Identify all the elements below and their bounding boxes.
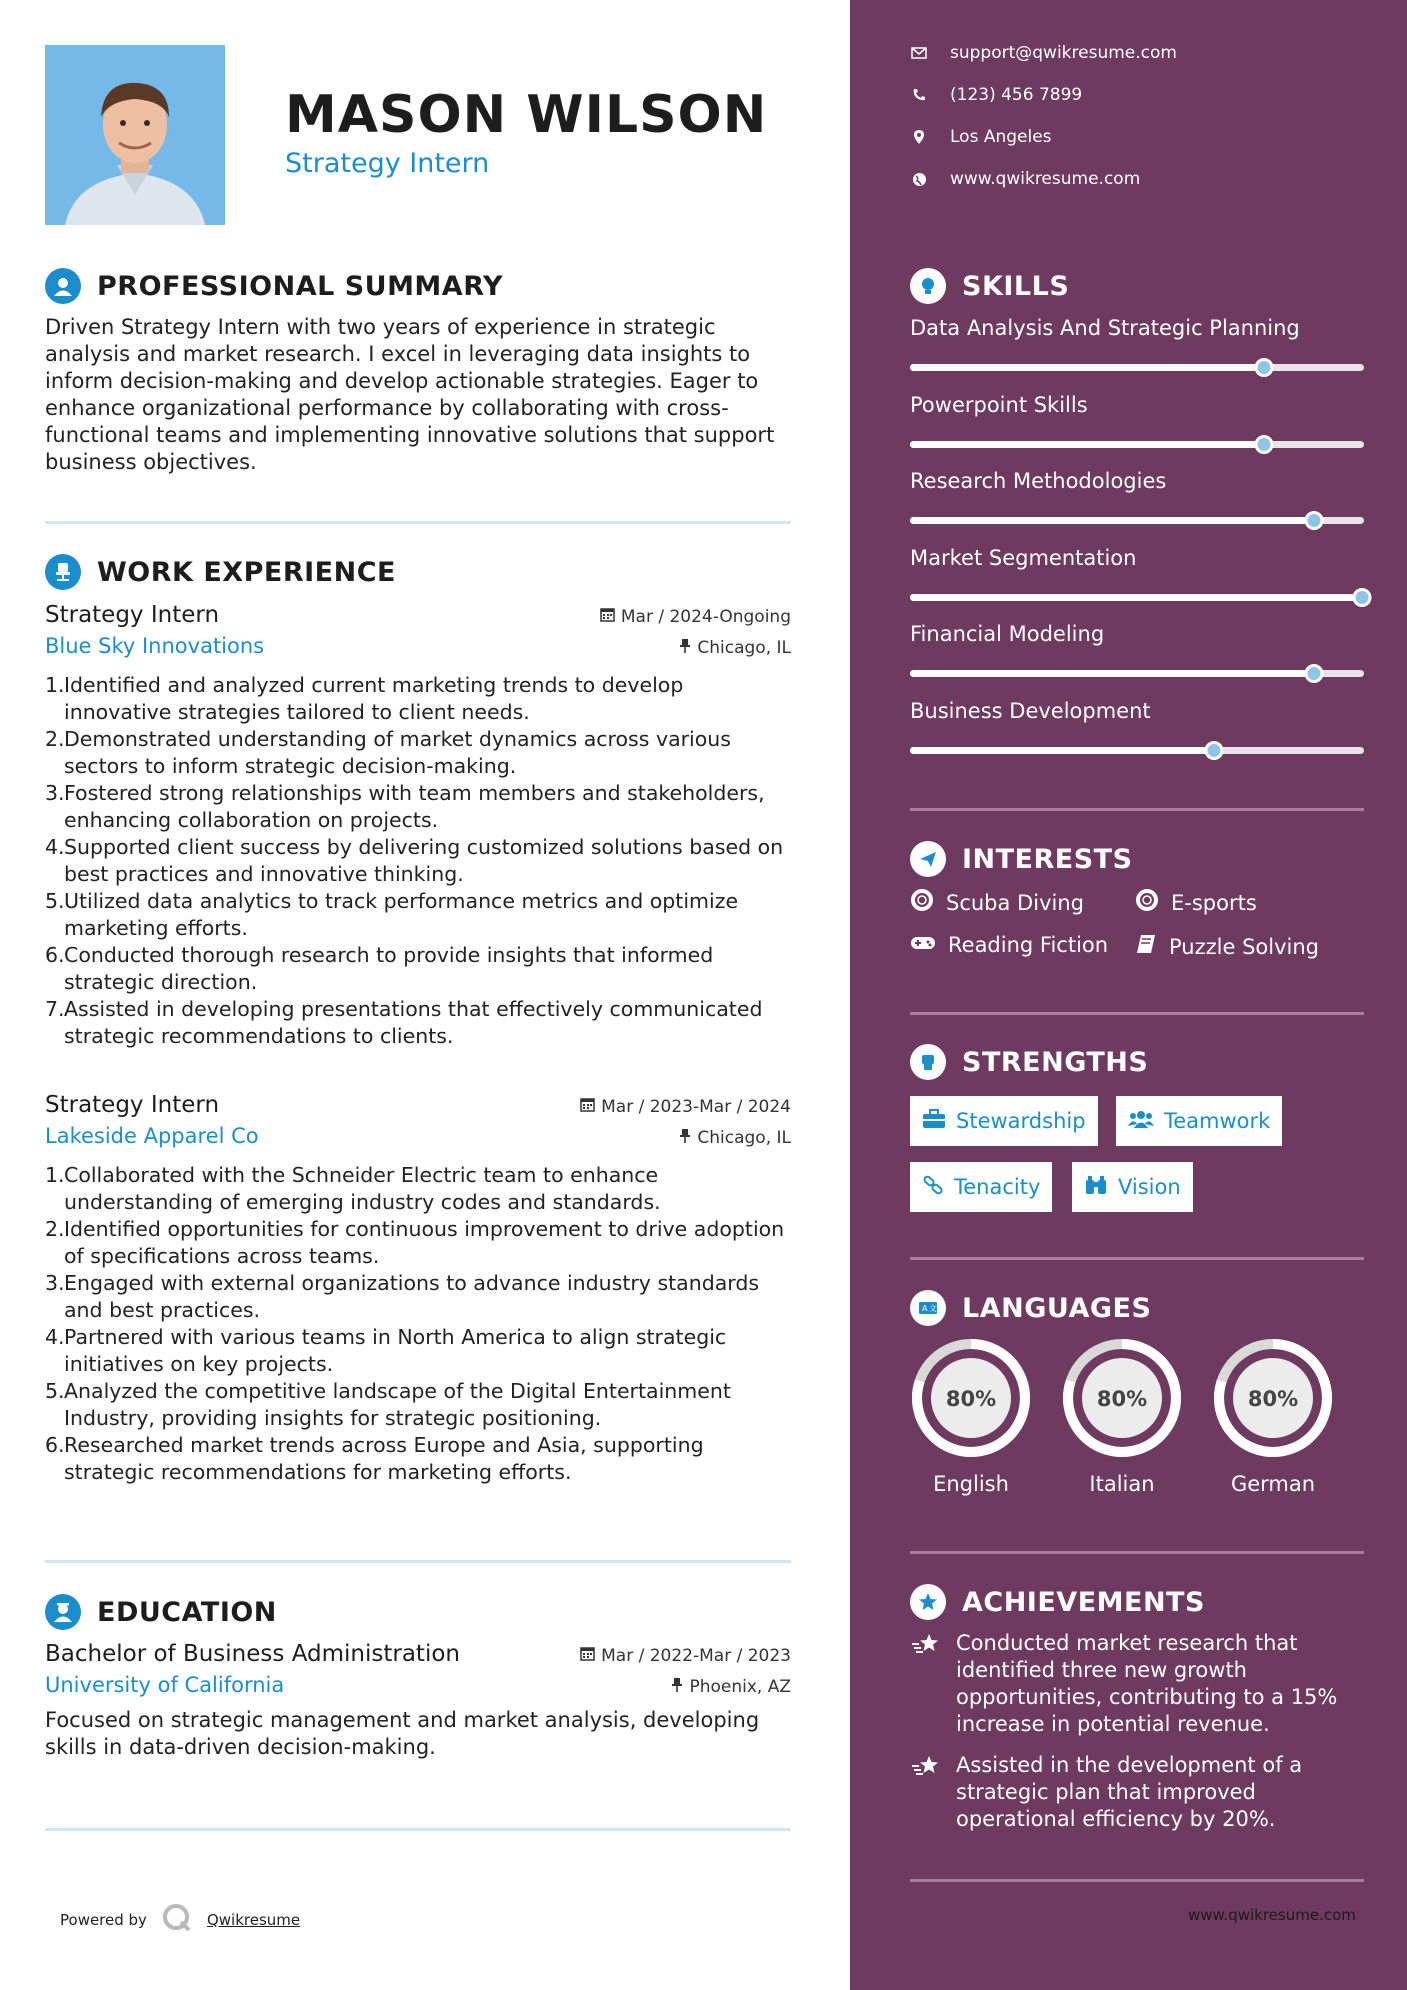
language-name: Italian [1089, 1472, 1155, 1496]
calendar-icon [600, 607, 615, 627]
language-percent: 80% [945, 1387, 997, 1411]
users-icon [1128, 1109, 1154, 1134]
section-divider [910, 1012, 1364, 1015]
skill-item [910, 393, 1364, 448]
section-divider [45, 1828, 791, 1831]
skill-item [910, 316, 1364, 371]
candidate-title: Strategy Intern [285, 148, 490, 179]
interest-item: Puzzle Solving [1135, 933, 1319, 960]
envelope-icon [910, 47, 928, 59]
list-item: 4. Partnered with various teams in North America to align strategic initiatives on key projects. [45, 1325, 727, 1376]
interest-item: E-sports [1135, 888, 1257, 917]
job-bullets [45, 672, 791, 1050]
phone-icon [910, 88, 928, 102]
book-icon [1135, 933, 1157, 960]
experience-header [45, 554, 396, 590]
skill-item [910, 469, 1364, 524]
language-ring [909, 1336, 1033, 1460]
profile-photo [45, 45, 225, 225]
skills-header: SKILLS [910, 268, 1069, 304]
shooting-star-icon [910, 1630, 942, 1738]
pin-icon [671, 1677, 683, 1697]
skill-bar [910, 517, 1364, 524]
pin-icon [679, 638, 691, 658]
skill-name: Research Methodologies [910, 469, 1167, 493]
languages-header: A 文 LANGUAGES [910, 1290, 1151, 1326]
list-item: 4. Supported client success by delivering customized solutions based on best practices and innovative thinking. [45, 835, 784, 886]
language-item [1211, 1336, 1335, 1496]
strength-badge: Tenacity [910, 1162, 1052, 1212]
skill-name: Powerpoint Skills [910, 392, 1088, 417]
list-item: 2. Identified opportunities for continuous improvement to drive adoption of specifications across teams. [45, 1217, 785, 1268]
school: University of California [45, 1673, 285, 1697]
binoculars-icon [1084, 1174, 1108, 1201]
paper-plane-icon [910, 841, 946, 877]
summary-heading: PROFESSIONAL SUMMARY [97, 270, 504, 302]
contact-website[interactable]: www.qwikresume.com [910, 169, 1140, 189]
shooting-star-icon [910, 1752, 942, 1833]
job-location: Chicago, IL [679, 638, 791, 658]
strength-badge: Stewardship [910, 1096, 1098, 1146]
achievements-header: ACHIEVEMENTS [910, 1584, 1205, 1620]
list-item: 3. Engaged with external organizations to advance industry standards and best practices. [45, 1271, 760, 1322]
candidate-name: MASON WILSON [285, 85, 768, 145]
strength-badge: Teamwork [1116, 1096, 1282, 1146]
skill-bar [910, 364, 1364, 371]
language-ring [1060, 1336, 1184, 1460]
job-date: Mar / 2024-Ongoing [600, 607, 791, 627]
svg-text:A: A [922, 1304, 928, 1313]
achievement-item: Conducted market research that identified three new growth opportunities, contributing to a 15% increase in potential revenue. [910, 1630, 1364, 1738]
job-role: Strategy Intern [45, 1092, 220, 1118]
section-divider [910, 1257, 1364, 1260]
user-icon [45, 268, 81, 304]
language-percent: 80% [1247, 1387, 1299, 1411]
section-divider [45, 521, 791, 524]
job-entry [45, 602, 791, 1050]
list-item: 7. Assisted in developing presentations that effectively communicated strategic recommendations to clients. [45, 997, 763, 1048]
skill-bar-knob [1255, 358, 1274, 377]
lifebuoy-icon [1135, 888, 1159, 917]
list-item: 5. Utilized data analytics to track performance metrics and optimize marketing efforts. [45, 889, 739, 940]
skill-item [910, 699, 1364, 754]
briefcase-icon [922, 1109, 946, 1134]
gamepad-icon [910, 933, 936, 957]
job-company: Blue Sky Innovations [45, 634, 265, 658]
list-item: 3. Fostered strong relationships with team members and stakeholders, enhancing collaboration on projects. [45, 781, 765, 832]
calendar-icon [580, 1097, 595, 1117]
summary-header [45, 268, 503, 304]
skill-item [910, 622, 1364, 677]
section-divider [910, 1879, 1364, 1882]
skill-bar-knob [1305, 664, 1324, 683]
contact-phone[interactable]: (123) 456 7899 [910, 85, 1082, 105]
list-item: 1. Collaborated with the Schneider Electric team to enhance understanding of emerging industry codes and standards. [45, 1163, 661, 1214]
star-badge-icon [910, 1584, 946, 1620]
list-item: 6. Conducted thorough research to provide insights that informed strategic direction. [45, 943, 714, 994]
section-divider [910, 1551, 1364, 1554]
job-entry [45, 1092, 791, 1486]
section-divider [910, 808, 1364, 811]
svg-text:文: 文 [929, 1304, 937, 1313]
language-percent: 80% [1096, 1387, 1148, 1411]
fist-icon [910, 1044, 946, 1080]
list-item: 2. Demonstrated understanding of market dynamics across various sectors to inform strategic decision-making. [45, 727, 731, 778]
education-header [45, 1594, 277, 1630]
map-pin-icon [910, 129, 928, 145]
skill-item [910, 546, 1364, 601]
skill-bar-fill [910, 670, 1314, 677]
list-item: 1. Identified and analyzed current marketing trends to develop innovative strategies tailored to client needs. [45, 673, 684, 724]
list-item: 5. Analyzed the competitive landscape of the Digital Entertainment Industry, providing insights for strategic positioning. [45, 1379, 731, 1430]
job-date: Mar / 2023-Mar / 2024 [580, 1097, 791, 1117]
skill-bar-fill [910, 594, 1364, 601]
skill-name: Market Segmentation [910, 545, 1137, 570]
globe-icon [910, 172, 928, 187]
achievement-item: Assisted in the development of a strategic plan that improved operational efficiency by 20%. [910, 1752, 1364, 1833]
skill-bar-knob [1305, 511, 1324, 530]
degree: Bachelor of Business Administration [45, 1641, 460, 1667]
qwikresume-logo-icon [161, 1902, 193, 1938]
skill-bar-fill [910, 517, 1314, 524]
link-icon [922, 1174, 944, 1201]
office-chair-icon [45, 554, 81, 590]
lightbulb-icon [910, 268, 946, 304]
interest-item: Scuba Diving [910, 888, 1084, 917]
interests-header: INTERESTS [910, 841, 1133, 877]
education-entry [45, 1641, 791, 1761]
lifebuoy-icon [910, 888, 934, 917]
skill-name: Business Development [910, 698, 1151, 723]
section-divider [45, 1560, 791, 1563]
pin-icon [679, 1128, 691, 1148]
skill-name: Data Analysis And Strategic Planning [910, 316, 1300, 340]
skill-bar [910, 670, 1364, 677]
contact-email[interactable]: support@qwikresume.com [910, 43, 1177, 63]
language-item [909, 1336, 1033, 1496]
skill-bar-fill [910, 441, 1264, 448]
skill-bar-fill [910, 364, 1264, 371]
education-date: Mar / 2022-Mar / 2023 [580, 1646, 791, 1666]
language-name: English [933, 1472, 1009, 1496]
brand-link[interactable]: Qwikresume [206, 1911, 301, 1929]
experience-heading: WORK EXPERIENCE [97, 556, 396, 588]
skill-bar [910, 594, 1364, 601]
interest-item: Reading Fiction [910, 933, 1108, 957]
job-bullets [45, 1162, 791, 1486]
job-location: Chicago, IL [679, 1128, 791, 1148]
graduate-icon [45, 1594, 81, 1630]
powered-by: Powered by Qwikresume [60, 1902, 300, 1938]
summary-text: Driven Strategy Intern with two years of experience in strategic analysis and market research. I excel in leveraging data insights to inform decision-making and develop actionable strategies. Eager to enhance organizational performance by collaborating with cross-functional teams and implementing innovative solutions that support business objectives. [45, 315, 775, 474]
skill-bar-knob [1255, 435, 1274, 454]
list-item: 6. Researched market trends across Europe and Asia, supporting strategic recommendations for marketing efforts. [45, 1433, 704, 1484]
language-ring [1211, 1336, 1335, 1460]
skill-bar-knob [1205, 741, 1224, 760]
education-description: Focused on strategic management and market analysis, developing skills in data-driven decision-making. [45, 1708, 760, 1759]
skill-name: Financial Modeling [910, 622, 1105, 646]
contact-location: Los Angeles [910, 127, 1052, 147]
education-heading: EDUCATION [97, 1596, 277, 1628]
education-location: Phoenix, AZ [671, 1677, 791, 1697]
skill-bar [910, 441, 1364, 448]
strength-badge: Vision [1072, 1162, 1193, 1212]
footer-website[interactable]: www.qwikresume.com [1188, 1906, 1356, 1924]
job-company: Lakeside Apparel Co [45, 1124, 259, 1148]
job-role: Strategy Intern [45, 602, 220, 628]
language-name: German [1230, 1472, 1316, 1496]
calendar-icon [580, 1646, 595, 1666]
strengths-header: STRENGTHS [910, 1044, 1148, 1080]
language-item [1060, 1336, 1184, 1496]
skill-bar-fill [910, 747, 1214, 754]
skill-bar-knob [1353, 588, 1372, 607]
skill-bar [910, 747, 1364, 754]
translate-icon [910, 1290, 946, 1326]
